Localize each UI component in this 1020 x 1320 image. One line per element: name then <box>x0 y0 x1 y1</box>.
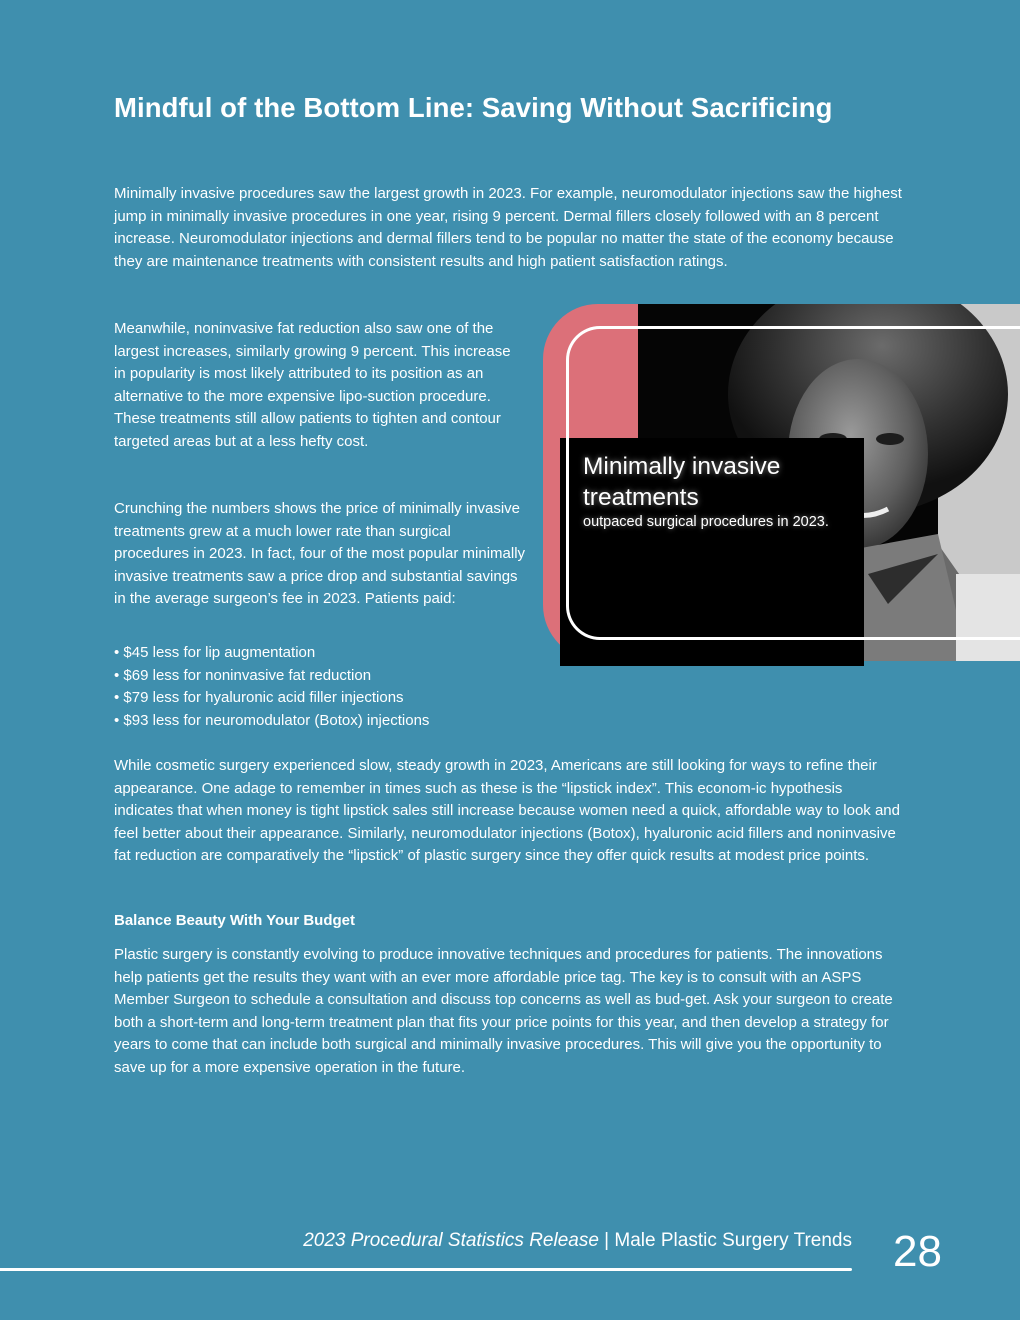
footer-separator: | <box>598 1230 615 1251</box>
paragraph-pricing: Crunching the numbers shows the price of minimally invasive treatments grew at a much lower rate than surgical procedures in 2023. In fact, four of the most popular minimally invasive treatments saw a price drop and substantial savings in the average surgeon’s fee in 2023. Patients paid: <box>114 500 526 608</box>
savings-list <box>114 642 526 732</box>
footer-rule <box>0 1268 852 1271</box>
section-heading: Balance Beauty With Your Budget <box>114 912 356 929</box>
footer-caption <box>303 1230 852 1252</box>
paragraph-fat-reduction: Meanwhile, noninvasive fat reduction also saw one of the largest increases, similarly growing 9 percent. This increase in popularity is most likely attributed to its position as an alternative to the more expensive lipo-suction procedure. These treatments still allow patients to tighten and contour targeted areas but at a less hefty cost. <box>114 320 511 450</box>
callout-headline: Minimally invasive treatments <box>583 453 781 511</box>
footer-section: Male Plastic Surgery Trends <box>614 1230 852 1251</box>
list-item: • $45 less for lip augmentation <box>114 642 526 665</box>
page-number: 28 <box>893 1227 942 1276</box>
paragraph-intro: Minimally invasive procedures saw the largest growth in 2023. For example, neuromodulator injections saw the highest jump in minimally invasive procedures in one year, rising 9 percent. Dermal fillers closely followed with an 8 percent increase. Neuromodulator injections and dermal fillers tend to be popular no matter the state of the economy because they are maintenance treatments with consistent results and high patient satisfaction ratings. <box>114 185 902 270</box>
list-item: • $79 less for hyaluronic acid filler injections <box>114 687 526 710</box>
list-item: • $69 less for noninvasive fat reduction <box>114 665 526 688</box>
page-title: Mindful of the Bottom Line: Saving Without Sacrificing <box>114 92 833 123</box>
paragraph-budget: Plastic surgery is constantly evolving to produce innovative techniques and procedures for patients. The innovations help patients get the results they want with an ever more affordable price tag. The key is to consult with an ASPS Member Surgeon to schedule a consultation and discuss top concerns as well as bud-get. Ask your surgeon to create both a short-term and long-term treatment plan that fits your price points for this year, and then develop a strategy for years to come that can include both surgical and minimally invasive procedures. This will give you the opportunity to save up for a more expensive operation in the future. <box>114 946 893 1076</box>
list-item: • $93 less for neuromodulator (Botox) injections <box>114 710 526 733</box>
footer-publication: 2023 Procedural Statistics Release <box>303 1230 599 1251</box>
paragraph-lipstick-index: While cosmetic surgery experienced slow, steady growth in 2023, Americans are still looking for ways to refine their appearance. One adage to remember in times such as these is the “lipstick index”. This econom-ic hypothesis indicates that when money is tight lipstick sales still increase because women need a quick, affordable way to look and feel better about their appearance. Similarly, neuromodulator injections (Botox), hyaluronic acid fillers and noninvasive fat reduction are comparatively the “lipstick” of plastic surgery since they offer quick results at modest price points. <box>114 757 900 865</box>
callout-subtext: outpaced surgical procedures in 2023. <box>583 514 829 530</box>
